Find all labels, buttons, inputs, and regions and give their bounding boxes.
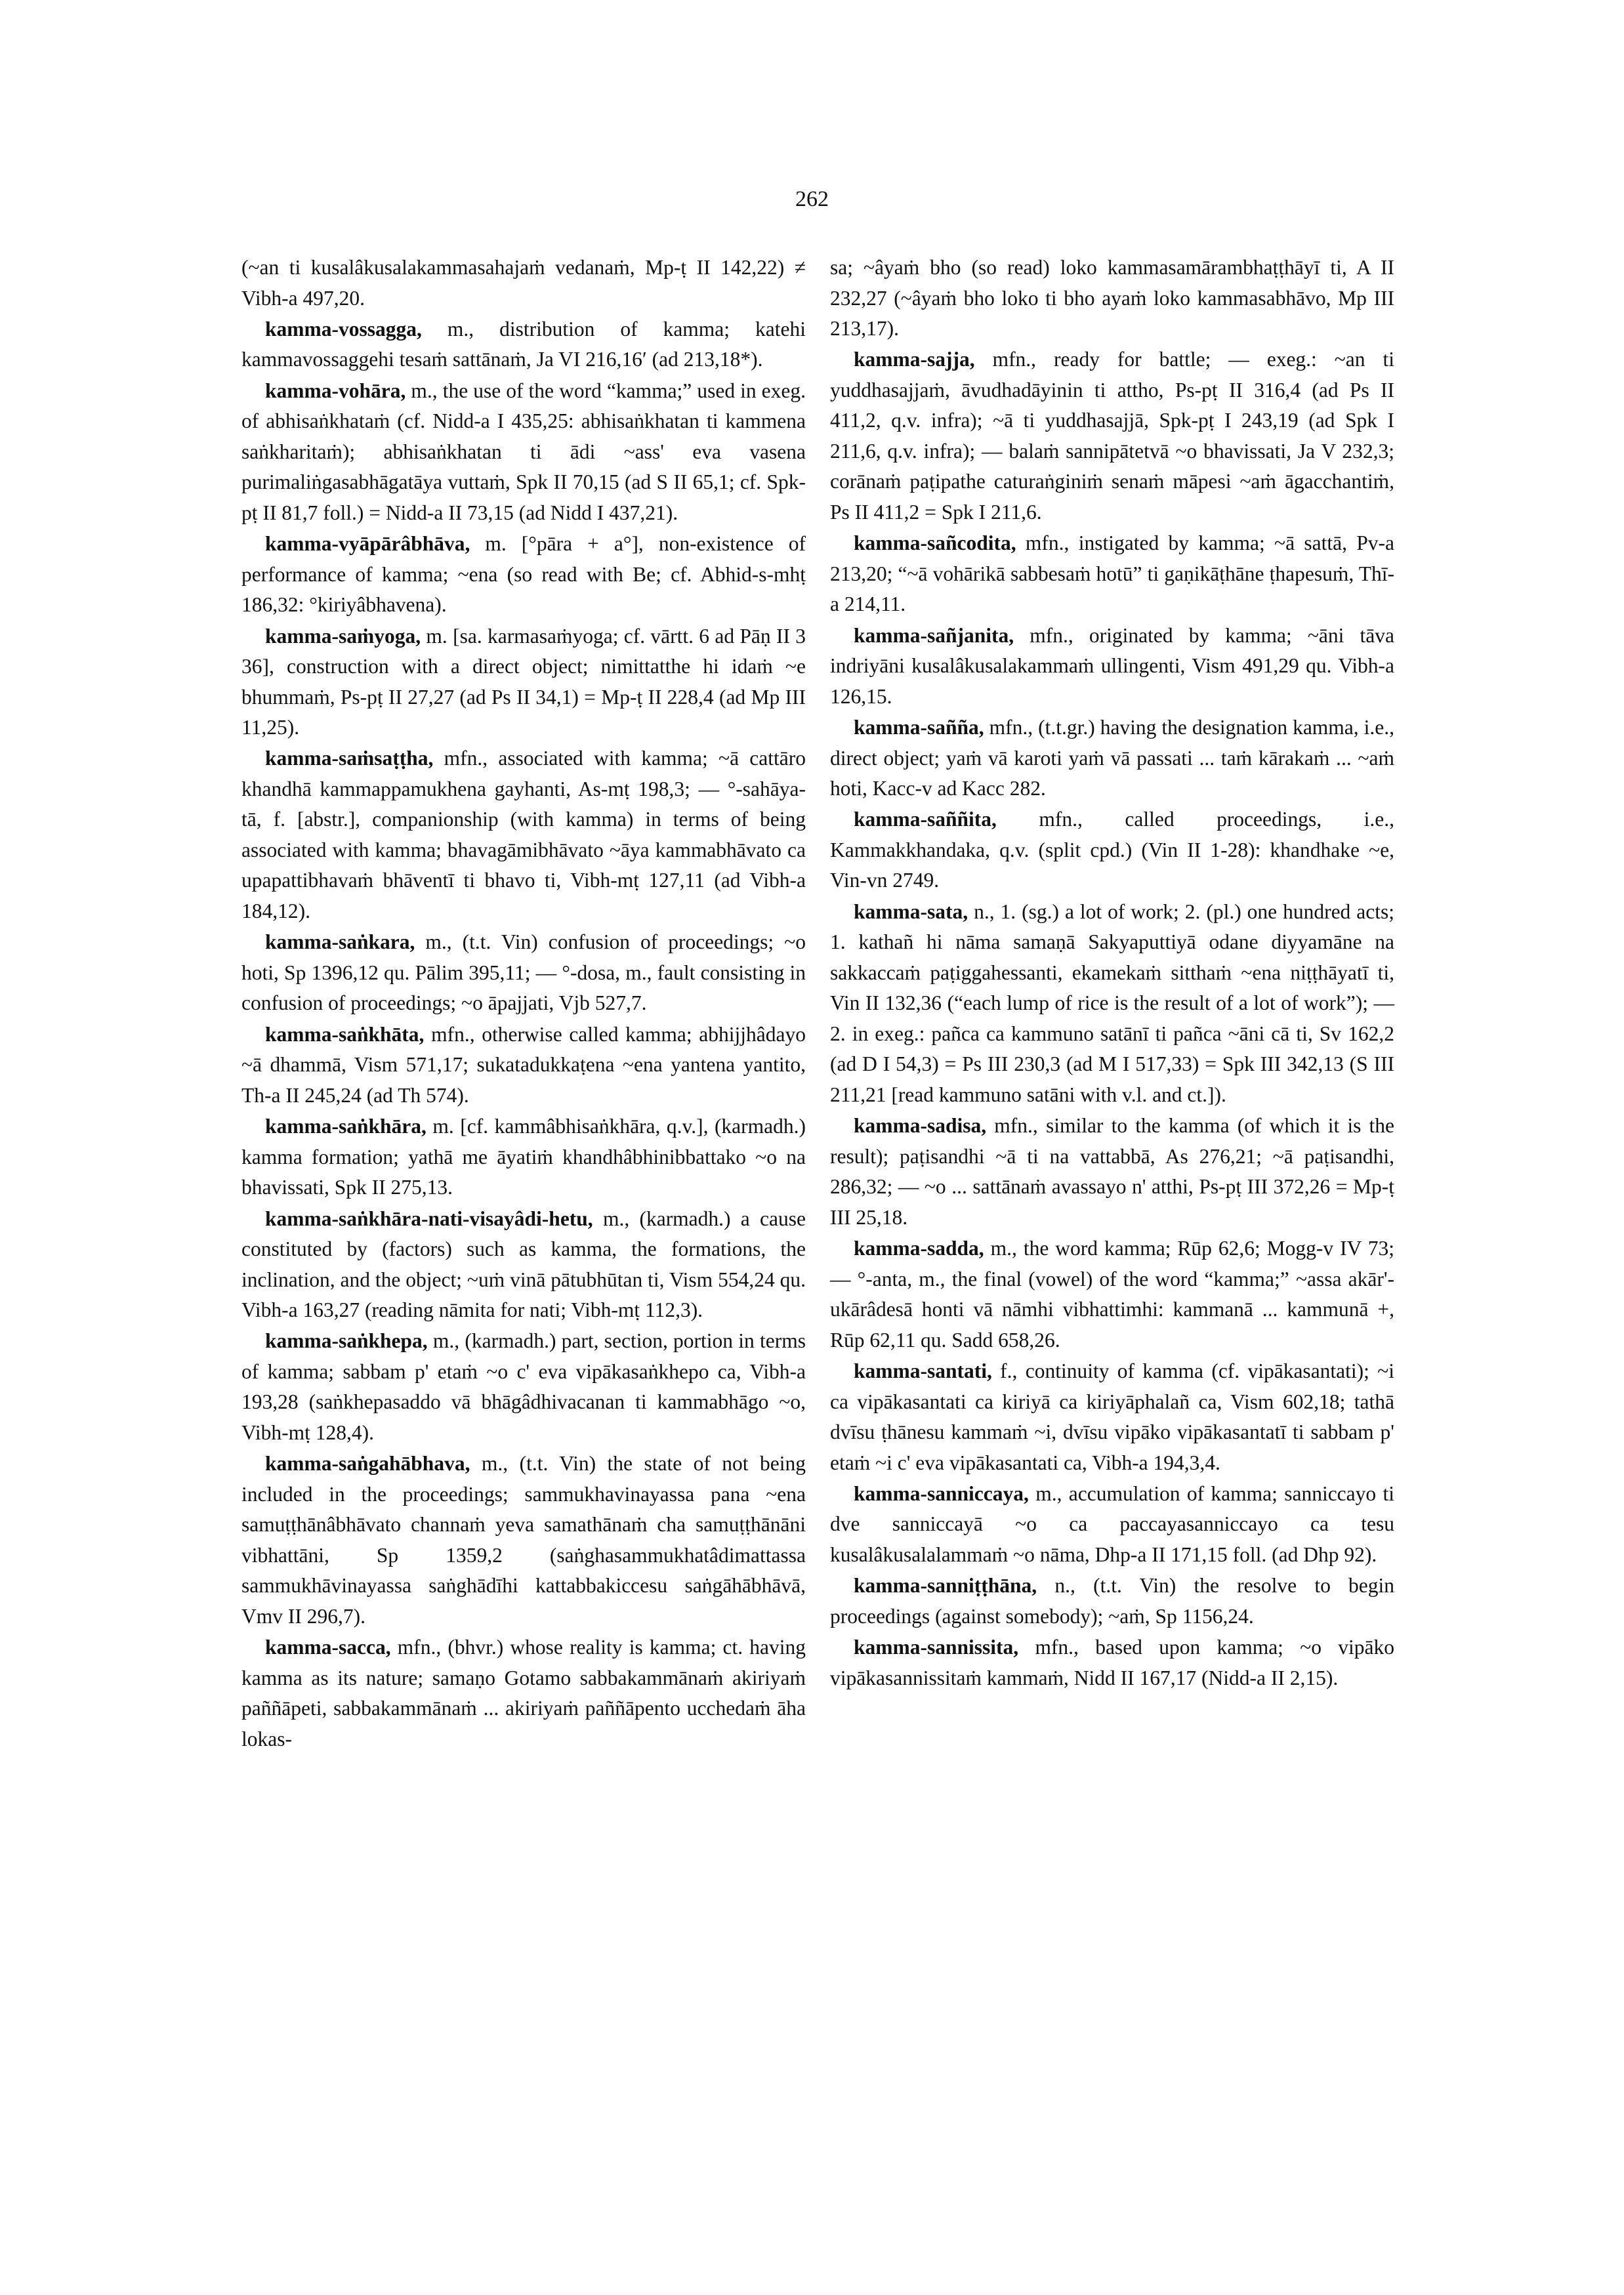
entry-text: mfn., called proceedings, i.e., Kammakkhandaka, q.v. (split cpd.) (Vin II 1-28): khandhake ~e, Vin-vn 2749. xyxy=(830,808,1394,892)
entry-text: m., the use of the word “kamma;” used in exeg. of abhisaṅkhataṁ (cf. Nidd-a I 435,25: abhisaṅkhatan ti kammena saṅkharitaṁ); abhisaṅkhatan ti ādi ~ass' eva vasena purimaliṅgasabhāgatāya vuttaṁ, Spk II 70,15 (ad S II 65,1; cf. Spk-pṭ II 81,7 foll.) = Nidd-a II 73,15 (ad Nidd I 437,21). xyxy=(241,379,806,524)
headword: kamma-saṅkhāta, xyxy=(265,1022,425,1046)
entry-text: m., (t.t. Vin) the state of not being included in the proceedings; sammukhavinayassa pana ~ena samuṭṭhānâbhāvato channaṁ yeva samathānaṁ cha samuṭṭhānāni vibhattāni, Sp 1359,2 (saṅghasammukhatâdimattassa sammukhāvinayassa saṅghādīhi kattabbakiccesu saṅgāhābhāvā, Vmv II 296,7). xyxy=(241,1452,806,1628)
headword: kamma-sadisa, xyxy=(854,1114,987,1138)
entry-text: n., 1. (sg.) a lot of work; 2. (pl.) one hundred acts; 1. kathañ hi nāma samaṇā Sakyaputtiyā odane diyyamāne na sakkaccaṁ paṭiggahessanti, ekamekaṁ sitthaṁ ~ena niṭṭhāyatī ti, Vin II 132,36 (“each lump of rice is the result of a lot of work”); — 2. in exeg.: pañca ca kammuno satānī ti pañca ~āni cā ti, Sv 162,2 (ad D I 54,3) = Ps III 230,3 (ad M I 517,33) = Spk III 342,13 (S III 211,21 [read kammuno satāni with v.l. and ct.]). xyxy=(830,899,1394,1106)
dictionary-entry xyxy=(830,897,1394,1111)
headword: kamma-saṁsaṭṭha, xyxy=(265,747,434,770)
dictionary-entry xyxy=(830,713,1394,804)
headword: kamma-saṅkhāra, xyxy=(265,1115,427,1138)
right-column xyxy=(830,253,1394,1694)
headword: kamma-sañcodita, xyxy=(854,531,1016,555)
entry-text: sa; ~âyaṁ bho (so read) loko kammasamārambhaṭṭhāyī ti, A II 232,27 (~âyaṁ bho loko ti bho ayaṁ loko kammasabhāvo, Mp III 213,17). xyxy=(830,256,1394,340)
dictionary-entry xyxy=(241,927,806,1019)
headword: kamma-sacca, xyxy=(265,1636,391,1659)
dictionary-entry xyxy=(241,1632,806,1754)
headword: kamma-santati, xyxy=(854,1359,992,1383)
headword: kamma-sajja, xyxy=(854,348,975,371)
dictionary-entry xyxy=(830,1111,1394,1233)
dictionary-entry xyxy=(241,1204,806,1326)
dictionary-entry xyxy=(241,1449,806,1632)
headword: kamma-sanniccaya, xyxy=(854,1481,1029,1505)
entry-text: mfn., otherwise called kamma; abhijjhâdayo ~ā dhammā, Vism 571,17; sukatadukkaṭena ~ena yantena yantito, Th-a II 245,24 (ad Th 574). xyxy=(241,1022,806,1107)
headword: kamma-saṅkhepa, xyxy=(265,1329,428,1353)
entry-text: m., distribution of kamma; katehi kammavossaggehi tesaṁ sattānaṁ, Ja VI 216,16′ (ad 213,18*). xyxy=(241,317,806,371)
dictionary-entry xyxy=(241,529,806,621)
headword: kamma-sadda, xyxy=(854,1237,984,1260)
dictionary-entry xyxy=(830,1571,1394,1632)
entry-text: mfn., based upon kamma; ~o vipāko vipākasannissitaṁ kammaṁ, Nidd II 167,17 (Nidd-a II 2,15). xyxy=(830,1636,1394,1689)
headword: kamma-saṅkhāra-nati-visayâdi-hetu, xyxy=(265,1207,593,1230)
entry-text: mfn., (bhvr.) whose reality is kamma; ct. having kamma as its nature; samaṇo Gotamo sabbakammānaṁ akiriyaṁ paññāpeti, sabbakammānaṁ ... akiriyaṁ paññāpento ucchedaṁ āha lokas- xyxy=(241,1636,806,1750)
entry-text: (~an ti kusalâkusalakammasahajaṁ vedanaṁ, Mp-ṭ II 142,22) ≠ Vibh-a 497,20. xyxy=(241,256,806,310)
entry-text: m., accumulation of kamma; sanniccayo ti dve sanniccayā ~o ca paccayasanniccayo ca tesu kusalâkusalalammaṁ ~o nāma, Dhp-a II 171,15 foll. (ad Dhp 92). xyxy=(830,1481,1394,1566)
entry-text: m. [°pāra + a°], non-existence of performance of kamma; ~ena (so read with Be; cf. Abhid-s-mhṭ 186,32: °kiriyâbhavena). xyxy=(241,532,806,617)
dictionary-entry xyxy=(241,1326,806,1448)
entry-text: mfn., ready for battle; — exeg.: ~an ti yuddhasajjaṁ, āvudhadāyinin ti attho, Ps-pṭ II 316,4 (ad Ps II 411,2, q.v. infra); ~ā ti yuddhasajjā, Spk-pṭ I 243,19 (ad Spk I 211,6, q.v. infra); — balaṁ sannipātetvā ~o bhavissati, Ja V 232,3; corānaṁ paṭipathe caturaṅginiṁ senaṁ māpesi ~aṁ āgacchantiṁ, Ps II 411,2 = Spk I 211,6. xyxy=(830,348,1394,524)
page-number: 262 xyxy=(795,187,829,211)
dictionary-entry xyxy=(830,253,1394,344)
headword: kamma-sañjanita, xyxy=(854,623,1014,647)
entry-text: n., (t.t. Vin) the resolve to begin proceedings (against somebody); ~aṁ, Sp 1156,24. xyxy=(830,1574,1394,1628)
dictionary-entry xyxy=(830,1233,1394,1355)
headword: kamma-saññita, xyxy=(854,808,997,831)
entry-text: m. [sa. karmasaṁyoga; cf. vārtt. 6 ad Pāṇ II 3 36], construction with a direct object; nimittatthe hi idaṁ ~e bhummaṁ, Ps-pṭ II 27,27 (ad Ps II 34,1) = Mp-ṭ II 228,4 (ad Mp III 11,25). xyxy=(241,624,806,739)
dictionary-entry xyxy=(241,1111,806,1203)
dictionary-entry xyxy=(830,528,1394,620)
dictionary-entry xyxy=(830,1356,1394,1478)
dictionary-entry xyxy=(241,376,806,529)
dictionary-entry xyxy=(830,344,1394,527)
headword: kamma-sañña, xyxy=(854,716,984,739)
dictionary-entry xyxy=(241,314,806,375)
dictionary-entry xyxy=(241,743,806,926)
dictionary-entry xyxy=(241,621,806,743)
entry-text: m. [cf. kammâbhisaṅkhāra, q.v.], (karmadh.) kamma formation; yathā me āyatiṁ khandhâbhinibbattako ~o na bhavissati, Spk II 275,13. xyxy=(241,1115,806,1199)
headword: kamma-sannissita, xyxy=(854,1636,1019,1659)
dictionary-entry xyxy=(830,1479,1394,1571)
left-column xyxy=(241,253,806,1755)
entry-text: m., (t.t. Vin) confusion of proceedings; ~o hoti, Sp 1396,12 qu. Pālim 395,11; — °-dosa, m., fault consisting in confusion of proceedings; ~o āpajjati, Vjb 527,7. xyxy=(241,930,806,1015)
headword: kamma-saṁyoga, xyxy=(265,624,421,648)
headword: kamma-sata, xyxy=(854,899,968,923)
headword: kamma-vyāpārâbhāva, xyxy=(265,532,470,556)
dictionary-entry xyxy=(830,1632,1394,1693)
headword: kamma-saṅgahābhava, xyxy=(265,1452,470,1476)
dictionary-entry xyxy=(241,1020,806,1111)
entry-text: mfn., instigated by kamma; ~ā sattā, Pv-a 213,20; “~ā vohārikā sabbesaṁ hotū” ti gaṇikāṭhāne ṭhapesuṁ, Thī-a 214,11. xyxy=(830,531,1394,616)
dictionary-entry xyxy=(830,621,1394,713)
entry-text: mfn., similar to the kamma (of which it is the result); paṭisandhi ~ā ti na vattabbā, As 276,21; ~ā paṭisandhi, 286,32; — ~o ... sattānaṁ avassayo n' atthi, Ps-pṭ III 372,26 = Mp-ṭ III 25,18. xyxy=(830,1114,1394,1229)
headword: kamma-saṅkara, xyxy=(265,930,415,954)
headword: kamma-vossagga, xyxy=(265,317,422,341)
dictionary-entry xyxy=(830,804,1394,896)
entry-text: mfn., originated by kamma; ~āni tāva indriyāni kusalâkusalakammaṁ ullingenti, Vism 491,29 qu. Vibh-a 126,15. xyxy=(830,623,1394,708)
entry-text: m., (karmadh.) part, section, portion in terms of kamma; sabbam p' etaṁ ~o c' eva vipākasaṅkhepo ca, Vibh-a 193,28 (saṅkhepasaddo vā bhāgâdhivacanan ti kammabhāgo ~o, Vibh-mṭ 128,4). xyxy=(241,1329,806,1444)
entry-text: f., continuity of kamma (cf. vipākasantati); ~i ca vipākasantati ca kiriyā ca kiriyāphalañ ca, Vism 602,18; tathā dvīsu ṭhānesu kammaṁ ~i, dvīsu vipāko vipākasantatī ti sabbam p' etaṁ ~i c' eva vipākasantati ca, Vibh-a 194,3,4. xyxy=(830,1359,1394,1474)
entry-text: m., the word kamma; Rūp 62,6; Mogg-v IV 73; — °-anta, m., the final (vowel) of the word “kamma;” ~assa akār'-ukārâdesā honti vā nāmhi vibhattimhi: kammanā ... kammunā +, Rūp 62,11 qu. Sadd 658,26. xyxy=(830,1237,1394,1352)
entry-text: mfn., (t.t.gr.) having the designation kamma, i.e., direct object; yaṁ vā karoti yaṁ vā passati ... taṁ kārakaṁ ... ~aṁ hoti, Kacc-v ad Kacc 282. xyxy=(830,716,1394,800)
entry-text: m., (karmadh.) a cause constituted by (factors) such as kamma, the formations, the inclination, and the object; ~uṁ vinā pātubhūtan ti, Vism 554,24 qu. Vibh-a 163,27 (reading nāmita for nati; Vibh-mṭ 112,3). xyxy=(241,1207,806,1322)
dictionary-entry xyxy=(241,253,806,314)
entry-text: mfn., associated with kamma; ~ā cattāro khandhā kammappamukhena gayhanti, As-mṭ 198,3; — °-sahāya-tā, f. [abstr.], companionship (with kamma) in terms of being associated with kamma; bhavagāmibhāvato ~āya kammabhāvato ca upapattibhavaṁ bhāventī ti bhavo ti, Vibh-mṭ 127,11 (ad Vibh-a 184,12). xyxy=(241,747,806,922)
headword: kamma-vohāra, xyxy=(265,379,406,402)
headword: kamma-sanniṭṭhāna, xyxy=(854,1574,1037,1598)
